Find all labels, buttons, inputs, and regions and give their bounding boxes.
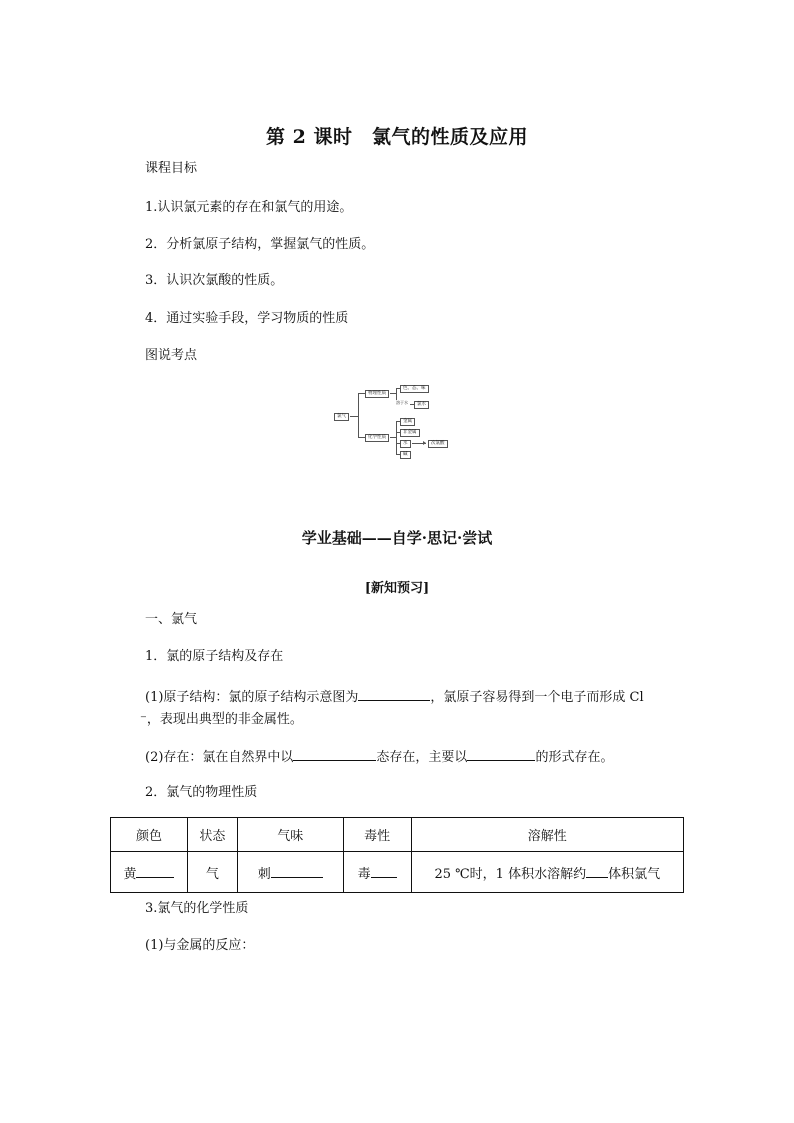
fill-blank — [136, 865, 174, 878]
mind-map-physical-note: 溶于水 — [396, 400, 408, 405]
cell-text: 体积氯气 — [608, 866, 661, 882]
text-fragment: ，氯原子容易得到一个电子而形成 Cl — [430, 690, 644, 705]
mind-map-chemical-item: 非金属 — [400, 429, 420, 437]
fill-blank — [586, 865, 608, 878]
fill-blank — [271, 865, 323, 878]
item-heading: 1．氯的原子结构及存在 — [145, 649, 284, 664]
table-cell — [411, 852, 683, 893]
text-fragment: 的形式存在。 — [535, 750, 614, 765]
cell-text: 25 ℃时，1 体积水溶解约 — [434, 866, 587, 882]
table-cell — [343, 852, 411, 893]
table-header: 毒性 — [343, 818, 411, 852]
item-heading: 2．氯气的物理性质 — [145, 785, 258, 800]
item1-paragraph1-cont: ⁻，表现出典型的非金属性。 — [140, 712, 303, 727]
mind-map-chemical: 化学性质 — [365, 434, 389, 442]
item3-paragraph1: (1)与金属的反应： — [145, 938, 255, 953]
mind-map-root: 氯气 — [334, 413, 349, 421]
table-cell — [237, 852, 343, 893]
table-cell: 气 — [187, 852, 237, 893]
table-row — [111, 852, 684, 893]
fill-blank — [467, 748, 535, 761]
fill-blank — [358, 688, 430, 701]
item1-paragraph1 — [145, 688, 644, 706]
mind-map-physical-item: 色、态、味 — [400, 385, 429, 393]
table-cell — [111, 852, 188, 893]
item1-paragraph2 — [145, 748, 613, 766]
page-title: 第 2 课时 氯气的性质及应用 — [266, 126, 528, 148]
mind-map-physical: 物理性质 — [365, 390, 389, 398]
goals-heading: 课程目标 — [145, 161, 198, 176]
table-header: 状态 — [187, 818, 237, 852]
cell-text: 黄 — [123, 866, 137, 882]
table-header: 溶解性 — [411, 818, 683, 852]
mind-map-diagram — [330, 383, 465, 461]
goal-item: 2．分析氯原子结构，掌握氯气的性质。 — [145, 237, 375, 252]
goal-item: 1.认识氯元素的存在和氯气的用途。 — [145, 200, 353, 215]
fill-blank — [293, 748, 376, 761]
mind-map-chemical-item: 金属 — [400, 418, 415, 426]
fill-blank — [371, 865, 397, 878]
diagram-heading: 图说考点 — [145, 348, 198, 363]
text-fragment: (2)存在：氯在自然界中以 — [145, 750, 294, 765]
item-heading: 3.氯气的化学性质 — [145, 901, 249, 916]
mind-map-water-product: 次氯酸 — [428, 440, 448, 448]
cell-text: 刺 — [257, 866, 271, 882]
text-fragment: (1)原子结构：氯的原子结构示意图为 — [145, 690, 359, 705]
physical-properties-table — [110, 817, 684, 893]
table-header-row — [111, 818, 684, 852]
cell-text: 毒 — [357, 866, 371, 882]
sub-heading: [新知预习] — [364, 581, 430, 596]
table-header: 气味 — [237, 818, 343, 852]
part-heading: 一、氯气 — [145, 612, 198, 627]
mind-map-physical-item: 氯水 — [414, 401, 429, 409]
text-fragment: 态存在，主要以 — [376, 750, 468, 765]
goal-item: 3．认识次氯酸的性质。 — [145, 273, 284, 288]
mind-map-chemical-item: 碱 — [400, 451, 411, 459]
mind-map-chemical-item: 水 — [400, 440, 411, 448]
section-heading: 学业基础——自学·思记·尝试 — [301, 529, 493, 547]
goal-item: 4．通过实验手段，学习物质的性质 — [145, 311, 349, 326]
table-header: 颜色 — [111, 818, 188, 852]
